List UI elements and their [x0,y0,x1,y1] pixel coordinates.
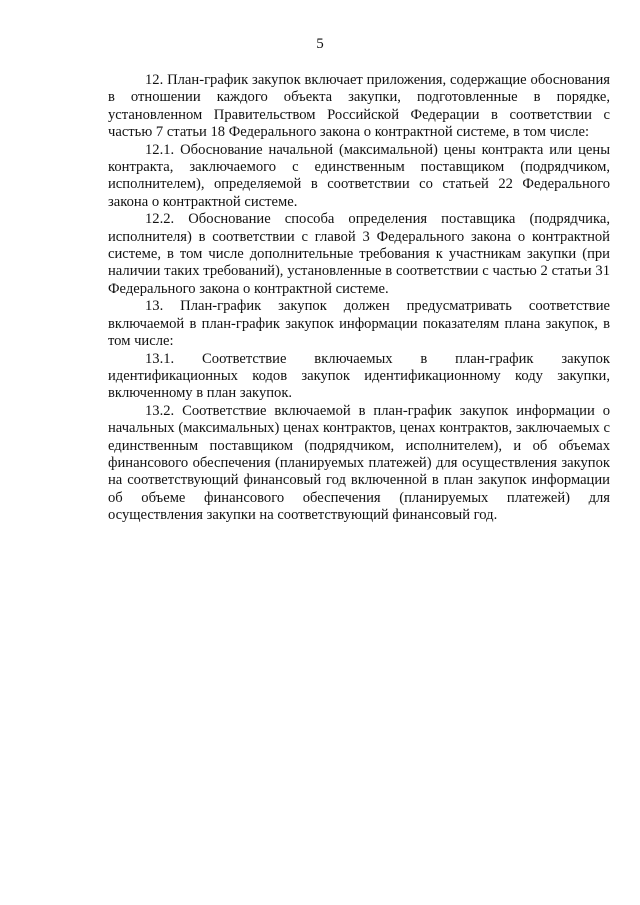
paragraph-12-2: 12.2. Обоснование способа определения поставщика (подрядчика, исполнителя) в соответствии с главой 3 Федерального закона о контрактной системе, в том числе дополнительные требования к участникам закупки (при наличии таких требований), установленные в соответствии с частью 2 статьи 31 Федерального закона о контрактной системе. [108,211,610,297]
paragraph-13-1: 13.1. Соответствие включаемых в план-график закупок идентификационных кодов закупок идентификационному коду закупки, включенному в план закупок. [108,350,610,402]
paragraph-13-2: 13.2. Соответствие включаемой в план-график закупок информации о начальных (максимальных) ценах контрактов, ценах контрактов, заключаемых с единственным поставщиком (подрядчиком, исполнителем), и об объемах финансового обеспечения (планируемых платежей) для осуществления закупок на соответствующий финансовый год включенной в план закупок информации об объеме финансового обеспечения (планируемых платежей) для осуществления закупки на соответствующий финансовый год. [108,402,610,524]
paragraph-12-1: 12.1. Обоснование начальной (максимальной) цены контракта или цены контракта, заключаемого с единственным поставщиком (подрядчиком, исполнителем), определяемой в соответствии со статьей 22 Федерального закона о контрактной системе. [108,141,610,210]
page-number: 5 [316,36,324,52]
paragraph-12: 12. План-график закупок включает приложения, содержащие обоснования в отношении каждого объекта закупки, подготовленные в порядке, установленном Правительством Российской Федерации в соответствии с частью 7 статьи 18 Федерального закона о контрактной системе, в том числе: [108,72,610,141]
paragraph-13: 13. План-график закупок должен предусматривать соответствие включаемой в план-график закупок информации показателям плана закупок, в том числе: [108,298,610,350]
document-body [108,72,610,525]
